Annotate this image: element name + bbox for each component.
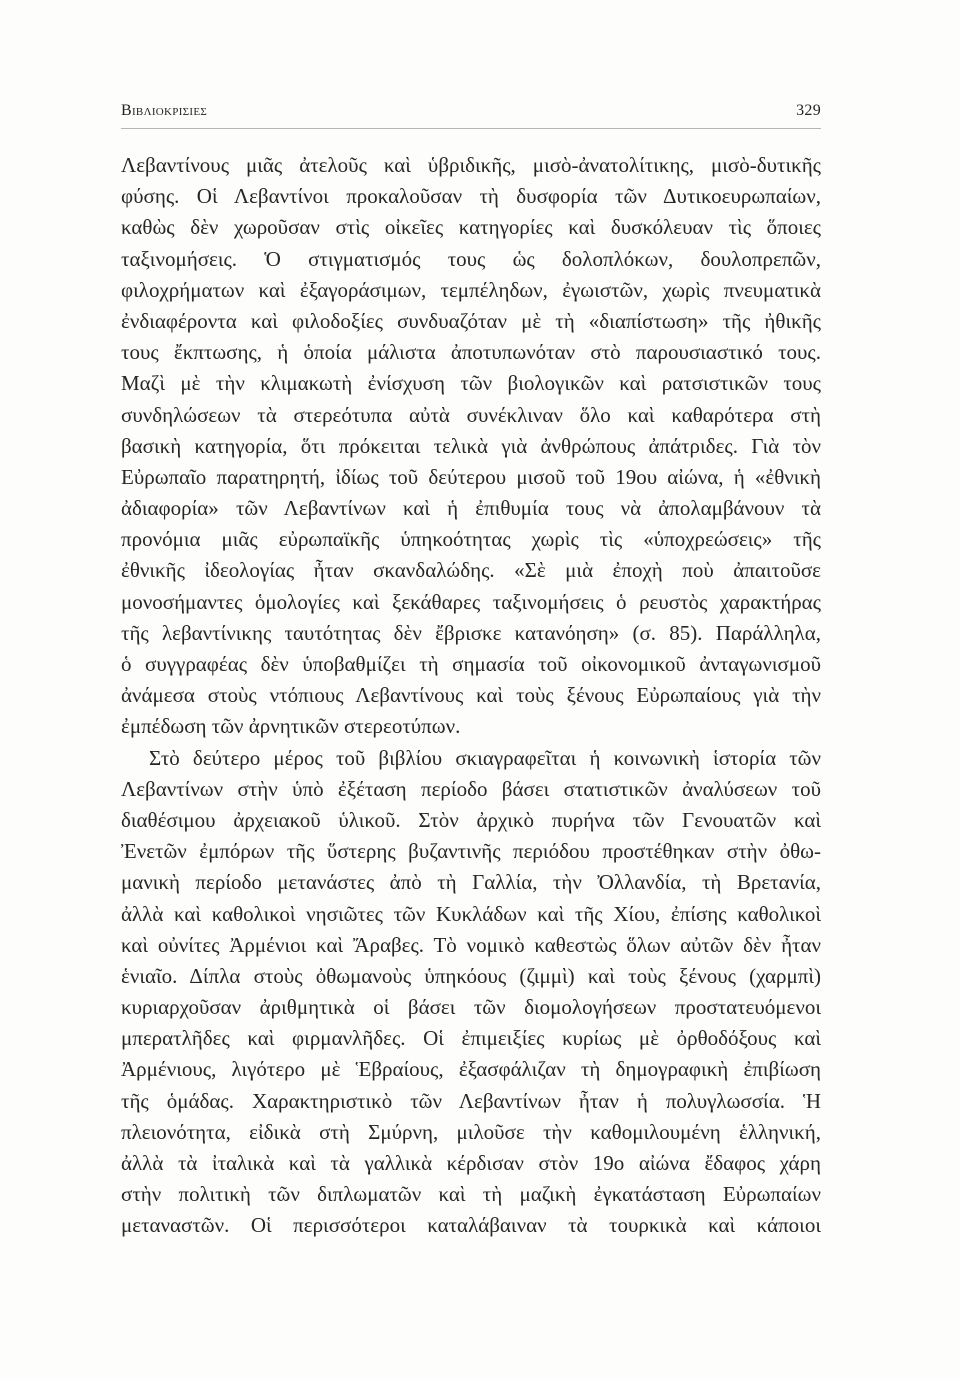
text-line: ὁ συγγραφέας δὲν ὑποβαθμίζει τὴ σημασία τοῦ οἰκονομικοῦ ἀνταγωνισμοῦ (121, 652, 821, 676)
text-line: Ἐνετῶν ἐμπόρων τῆς ὕστερης βυζαντινῆς περιόδου προστέθηκαν στὴν ὀθω- (121, 839, 821, 864)
running-head (121, 102, 821, 124)
text-line: Λεβαντίνους μιᾶς ἀτελοῦς καὶ ὑβριδικῆς, μισὸ-ἀνατολίτικης, μισὸ-δυτικῆς (121, 153, 821, 177)
text-line: μονοσήμαντες ὁμολογίες καὶ ξεκάθαρες ταξινομήσεις ὁ ρευστὸς χαρακτήρας (121, 589, 821, 614)
text-line: Ἀρμένιους, λιγότερο μὲ Ἑβραίους, ἐξασφάλιζαν τὴ δημογραφικὴ ἐπιβίωση (121, 1057, 821, 1082)
text-line: τους ἔκπτωσης, ἡ ὁποία μάλιστα ἀποτυπωνόταν στὸ παρουσιαστικό τους. (121, 340, 821, 365)
text-line: φύσης. Οἱ Λεβαντίνοι προκαλοῦσαν τὴ δυσφορία τῶν Δυτικοευρωπαίων, (121, 184, 821, 209)
text-line: ἀλλὰ τὰ ἰταλικὰ καὶ τὰ γαλλικὰ κέρδισαν στὸν 19ο αἰώνα ἔδαφος χάρη (121, 1151, 821, 1175)
paragraph-1 (121, 150, 821, 743)
running-head-title: Βιβλιοκρισιες (121, 102, 208, 119)
text-line: ἐθνικῆς ἰδεολογίας ἦταν σκανδαλώδης. «Σὲ μιὰ ἐποχὴ ποὺ ἀπαιτοῦσε (121, 558, 821, 583)
page-number: 329 (796, 102, 821, 119)
text-line: Λεβαντίνων στὴν ὑπὸ ἐξέταση περίοδο βάσει στατιστικῶν ἀναλύσεων τοῦ (121, 776, 821, 801)
text-line: διαθέσιμου ἀρχειακοῦ ὑλικοῦ. Στὸν ἀρχικὸ πυρήνα τῶν Γενουατῶν καὶ (121, 807, 821, 832)
paragraph-2 (121, 743, 821, 1242)
text-line: μεταναστῶν. Οἱ περισσότεροι καταλάβαιναν τὰ τουρκικὰ καὶ κάποιοι (121, 1213, 821, 1238)
text-line: προνόμια μιᾶς εὐρωπαϊκῆς ὑπηκοότητας χωρὶς τὶς «ὑποχρεώσεις» τῆς (121, 527, 821, 552)
text-line: τῆς ὁμάδας. Χαρακτηριστικὸ τῶν Λεβαντίνων ἦταν ἡ πολυγλωσσία. Ἡ (121, 1088, 821, 1113)
text-line: μανικὴ περίοδο μετανάστες ἀπὸ τὴ Γαλλία, τὴν Ὀλλανδία, τὴ Βρετανία, (121, 870, 821, 895)
text-line: Στὸ δεύτερο μέρος τοῦ βιβλίου σκιαγραφεῖται ἡ κοινωνικὴ ἱστορία τῶν (149, 745, 821, 770)
text-line: μπερατλῆδες καὶ φιρμανλῆδες. Οἱ ἐπιμειξίες κυρίως μὲ ὀρθοδόξους καὶ (121, 1026, 821, 1051)
text-line: Μαζὶ μὲ τὴν κλιμακωτὴ ἐνίσχυση τῶν βιολογικῶν καὶ ρατσιστικῶν τους (121, 371, 821, 396)
text-line: φιλοχρήματων καὶ ἐξαγοράσιμων, τεμπέληδων, ἐγωιστῶν, χωρὶς πνευματικὰ (121, 277, 821, 302)
text-line: κυριαρχοῦσαν ἀριθμητικὰ οἱ βάσει τῶν διομολογήσεων προστατευόμενοι (121, 995, 821, 1020)
text-line: ἐνδιαφέροντα καὶ φιλοδοξίες συνδυαζόταν μὲ τὴ «διαπίστωση» τῆς ἠθικῆς (121, 308, 821, 333)
text-line: ἀλλὰ καὶ καθολικοὶ νησιῶτες τῶν Κυκλάδων καὶ τῆς Χίου, ἐπίσης καθολικοὶ (121, 901, 821, 926)
body-text (121, 150, 821, 1242)
text-line: βασικὴ κατηγορία, ὅτι πρόκειται τελικὰ γιὰ ἀνθρώπους ἀπάτριδες. Γιὰ τὸν (121, 433, 821, 458)
text-line: ἐμπέδωση τῶν ἀρνητικῶν στερεοτύπων. (121, 714, 461, 739)
text-line: Εὐρωπαῖο παρατηρητή, ἰδίως τοῦ δεύτερου μισοῦ τοῦ 19ου αἰώνα, ἡ «ἐθνικὴ (121, 464, 821, 489)
text-line: ἀνάμεσα στοὺς ντόπιους Λεβαντίνους καὶ τοὺς ξένους Εὐρωπαίους γιὰ τὴν (121, 683, 821, 708)
text-line: ἀδιαφορία» τῶν Λεβαντίνων καὶ ἡ ἐπιθυμία τους νὰ ἀπολαμβάνουν τὰ (121, 496, 821, 521)
text-line: πλειονότητα, εἰδικὰ στὴ Σμύρνη, μιλοῦσε τὴν καθομιλουμένη ἑλληνική, (121, 1119, 821, 1144)
text-line: τῆς λεβαντίνικης ταυτότητας δὲν ἔβρισκε κατανόηση» (σ. 85). Παράλληλα, (121, 620, 821, 645)
text-line: στὴν πολιτικὴ τῶν διπλωματῶν καὶ τὴ μαζικὴ ἐγκατάσταση Εὐρωπαίων (121, 1182, 821, 1207)
text-line: συνδηλώσεων τὰ στερεότυπα αὐτὰ συνέκλιναν ὅλο καὶ καθαρότερα στὴ (121, 402, 821, 427)
text-line: ἑνιαῖο. Δίπλα στοὺς ὀθωμανοὺς ὑπηκόους (ζιμμὶ) καὶ τοὺς ξένους (χαρμπὶ) (121, 963, 821, 988)
header-rule (121, 128, 821, 129)
text-line: καὶ οὐνίτες Ἀρμένιοι καὶ Ἄραβες. Τὸ νομικὸ καθεστὼς ὅλων αὐτῶν δὲν ἦταν (121, 932, 821, 957)
text-line: καθὼς δὲν χωροῦσαν στὶς οἰκεῖες κατηγορίες καὶ δυσκόλευαν τὶς ὅποιες (121, 215, 821, 240)
text-line: ταξινομήσεις. Ὁ στιγματισμός τους ὡς δολοπλόκων, δουλοπρεπῶν, (121, 246, 821, 271)
